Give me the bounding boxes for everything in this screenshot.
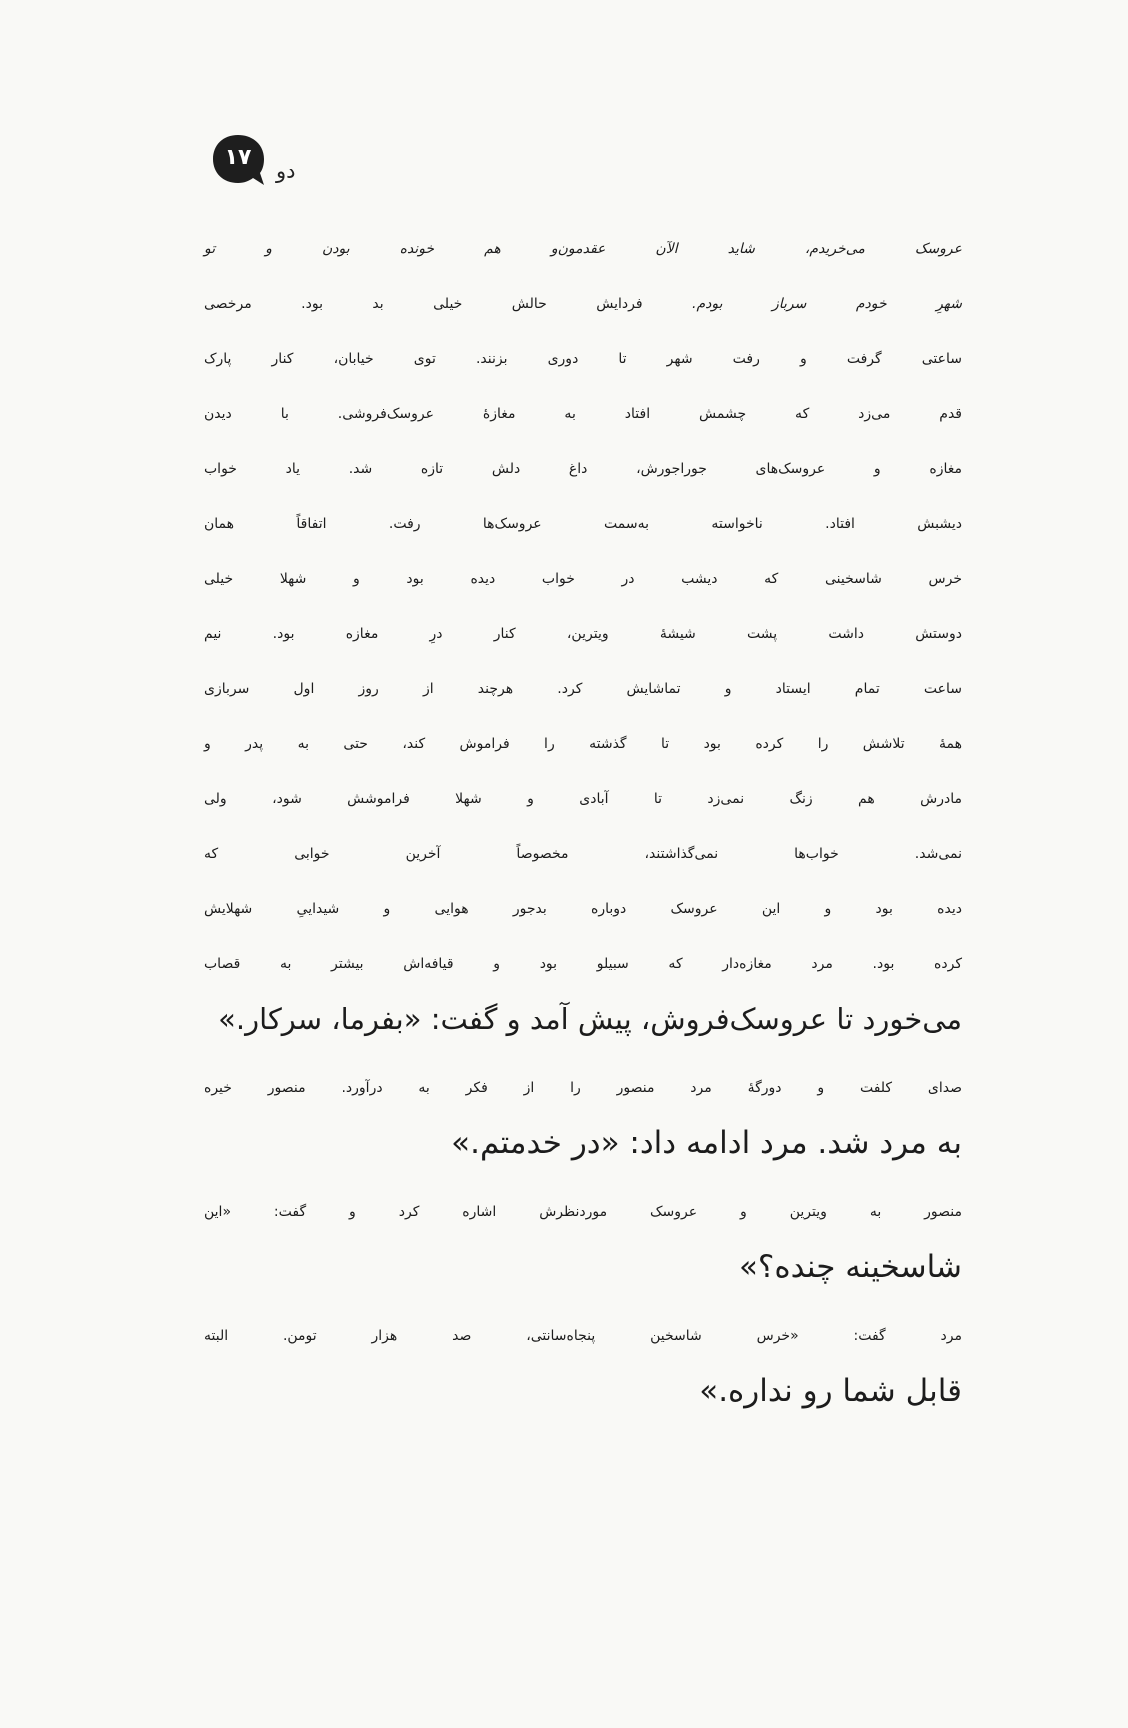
text-line: ساعت تمام ایستاد و تماشایش کرد. هرچند از روز اول سربازی: [204, 681, 962, 697]
text-line: منصور به ویترین و عروسک موردنظرش اشاره کرد و گفت: «این: [204, 1204, 962, 1220]
paragraph: [204, 1309, 962, 1419]
body-text: [204, 222, 962, 1433]
text-line: می‌خورد تا عروسک‌فروش، پیش آمد و گفت: «بفرما، سرکار.»: [218, 1002, 962, 1036]
text-line: نمی‌شد. خواب‌ها نمی‌گذاشتند، مخصوصاً آخرین خوابی که: [204, 846, 962, 862]
emphasized-text: عروسک می‌خریدم، شاید الآن عقدمون‌و هم خونده بودن و تو: [204, 241, 962, 257]
page-number-badge: [210, 132, 268, 190]
text-line: به مرد شد. مرد ادامه داد: «در خدمتم.»: [451, 1125, 962, 1161]
text-line: صدای کلفت و دورگهٔ مرد منصور را از فکر به درآورد. منصور خیره: [204, 1080, 962, 1096]
paragraph: [204, 1185, 962, 1295]
text-line: [204, 222, 962, 277]
text-line: همهٔ تلاشش را کرده بود تا گذشته را فراموش کند، حتی به پدر و: [204, 736, 962, 752]
text-line: مرد گفت: «خرس شاسخین پنجاه‌سانتی، صد هزار تومن. البته: [204, 1328, 962, 1344]
text-line: دیشبش افتاد. ناخواسته به‌سمت عروسک‌ها رفت. اتفاقاً همان: [204, 516, 962, 532]
text-line: مغازه و عروسک‌های جوراجورش، داغ دلش تازه شد. یاد خواب: [204, 461, 962, 477]
section-title: دو: [276, 159, 296, 183]
text-line: کرده بود. مرد مغازه‌دار که سبیلو بود و قیافه‌اش بیشتر به قصاب: [204, 956, 962, 972]
paragraph: [204, 1061, 962, 1171]
text-line: دوستش داشت پشت شیشهٔ ویترین، کنار درِ مغازه بود. نیم: [204, 626, 962, 642]
emphasized-text: شهرِ خودم سرباز بودم.: [692, 296, 962, 312]
text-line: دیده بود و این عروسک دوباره بدجور هوایی و شیداییِ شهلایش: [204, 901, 962, 917]
text-line: قدم می‌زد که چشمش افتاد به مغازهٔ عروسک‌فروشی. با دیدن: [204, 406, 962, 422]
text-line: شاسخینه چنده؟»: [738, 1249, 962, 1285]
page-number: ۱۷: [224, 145, 252, 170]
text-span: فردایش حالش خیلی بد بود. مرخصی: [204, 296, 693, 312]
text-line: قابل شما رو نداره.»: [699, 1373, 962, 1409]
text-line: خرس شاسخینی که دیشب در خواب دیده بود و شهلا خیلی: [204, 571, 962, 587]
text-line: [204, 277, 962, 332]
text-line: مادرش هم زنگ نمی‌زد تا آبادی و شهلا فراموشش شود، ولی: [204, 791, 962, 807]
paragraph: [204, 222, 962, 1047]
text-line: ساعتی گرفت و رفت شهر تا دوری بزنند. توی خیابان، کنار پارک: [204, 351, 962, 367]
